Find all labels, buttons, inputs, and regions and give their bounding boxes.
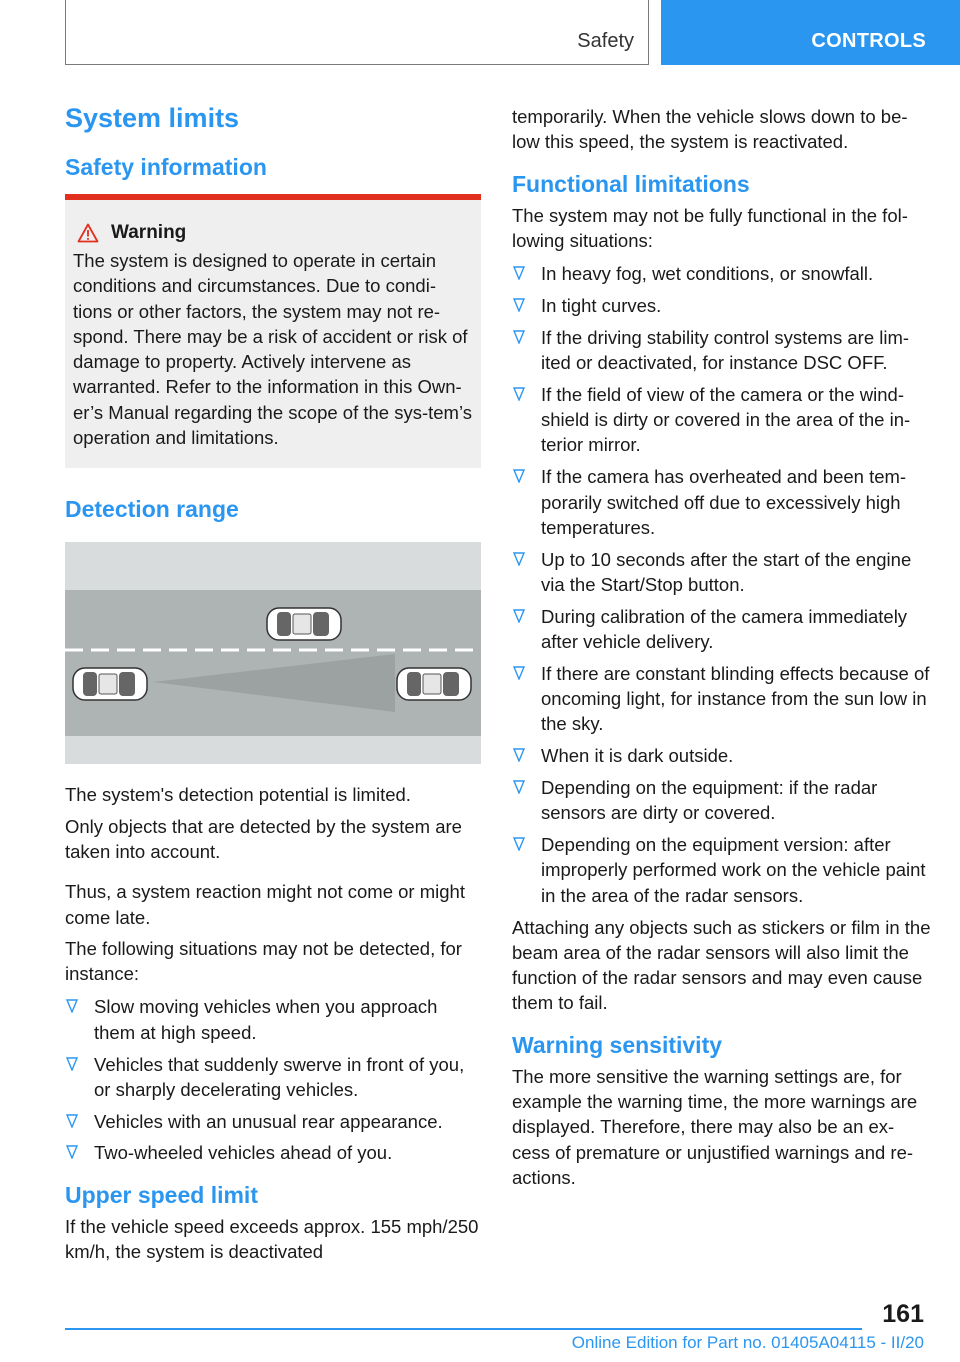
list-item: During calibration of the camera immediately after vehicle delivery. [512, 604, 932, 655]
list-item: Vehicles with an unusual rear appearance. [65, 1109, 481, 1134]
list-item: Vehicles that suddenly swerve in front of you, or sharply decelerating vehicles. [65, 1052, 481, 1103]
warning-sensitivity-heading: Warning sensitivity [512, 1031, 723, 1058]
warning-title [77, 222, 473, 244]
header-chapter-label: CONTROLS [811, 30, 926, 52]
safety-heading: Safety information [65, 154, 267, 180]
list-item: If there are constant blinding effects because of oncoming light, for instance from the sun low in the sky. [512, 661, 932, 737]
list-item: In heavy fog, wet conditions, or snowfall. [512, 261, 932, 286]
upper-speed-text: If the vehicle speed exceeds approx. 155 mph/250 km/h, the system is deactivated [65, 1215, 479, 1263]
list-item: Depending on the equipment version: after improperly performed work on the vehicle paint in the area of the radar sensors. [512, 832, 932, 908]
bullet-triangle-icon [513, 469, 525, 483]
page-title: System limits [65, 103, 240, 133]
bullet-triangle-icon [513, 552, 525, 566]
header-section-label: Safety [577, 30, 634, 52]
bullet-triangle-icon [513, 780, 525, 794]
bullet-triangle-icon [66, 1114, 78, 1128]
detection-range-illustration [65, 542, 481, 764]
car-ahead-same-lane [397, 668, 471, 700]
list-item: Two-wheeled vehicles ahead of you. [65, 1140, 481, 1165]
detection-paragraph-4: The following situations may not be detected, for instance: [65, 937, 462, 985]
own-car [73, 668, 147, 700]
left-column [65, 100, 481, 1270]
bullet-triangle-icon [66, 999, 78, 1013]
warning-box [65, 194, 481, 468]
detection-range-diagram [65, 542, 481, 764]
detection-paragraph-2: Only objects that are detected by the system are taken into account. [65, 815, 462, 862]
footer-divider [65, 1328, 862, 1330]
bullet-triangle-icon [513, 298, 525, 312]
undetected-situations-list [65, 994, 481, 1165]
warning-text: The system is designed to operate in certain conditions and circumstances. Due to condi‐tions or other factors, the system may not re‐spond. There may be a risk of accident or risk of damage to property. Actively intervene as warranted. Refer to the information in this Own‐er’s Manual regarding the scope of the sys‐tem’s operation and limitations. [73, 250, 472, 449]
list-item: If the camera has overheated and been tem‐porarily switched off due to excessively high temperatures. [512, 464, 932, 540]
detection-paragraph-1: The system's detection potential is limited. [65, 784, 411, 806]
upper-speed-heading: Upper speed limit [65, 1181, 258, 1208]
page-number: 161 [882, 1300, 924, 1328]
warning-title-text: Warning [111, 222, 187, 243]
warning-triangle-icon [77, 223, 99, 243]
bullet-triangle-icon [66, 1145, 78, 1159]
car-ahead-left-lane [267, 608, 341, 640]
bullet-triangle-icon [513, 387, 525, 401]
list-item: Up to 10 seconds after the start of the engine via the Start/Stop button. [512, 547, 932, 598]
list-item: Slow moving vehicles when you approach them at high speed. [65, 994, 481, 1045]
bullet-triangle-icon [513, 837, 525, 851]
list-item: In tight curves. [512, 293, 932, 318]
header-chapter-tab [661, 0, 960, 65]
list-item: If the field of view of the camera or the wind‐shield is dirty or covered in the area of the in‐terior mirror. [512, 382, 932, 458]
functional-limitations-list [512, 261, 932, 908]
bullet-triangle-icon [513, 666, 525, 680]
right-column [512, 104, 932, 1196]
functional-limitations-heading: Functional limitations [512, 170, 750, 197]
functional-limitations-intro: The system may not be fully functional in the fol‐lowing situations: [512, 204, 908, 251]
bullet-triangle-icon [513, 330, 525, 344]
list-item: When it is dark outside. [512, 743, 932, 768]
bullet-triangle-icon [66, 1057, 78, 1071]
bullet-triangle-icon [513, 266, 525, 280]
detection-paragraph-3: Thus, a system reaction might not come or might come late. [65, 881, 465, 928]
bullet-triangle-icon [513, 748, 525, 762]
list-item: If the driving stability control systems are lim‐ited or deactivated, for instance DSC OFF. [512, 325, 932, 376]
list-item: Depending on the equipment: if the radar sensors are dirty or covered. [512, 775, 932, 826]
attachment-text: Attaching any objects such as stickers or film in the beam area of the radar sensors will also limit the function of the radar sensors and may even cause them to fail. [512, 916, 931, 1014]
header-section-box [65, 0, 649, 65]
edition-text: Online Edition for Part no. 01405A04115 - II/20 [571, 1333, 924, 1352]
warning-sensitivity-text: The more sensitive the warning settings are, for example the warning time, the more warnings are displayed. Therefore, there may also be an ex‐cess of premature or unjustified warnings and re‐actions. [512, 1065, 918, 1188]
continued-text: temporarily. When the vehicle slows down to be‐low this speed, the system is reactivated. [512, 106, 908, 153]
bullet-triangle-icon [513, 609, 525, 623]
detection-heading: Detection range [65, 496, 239, 523]
